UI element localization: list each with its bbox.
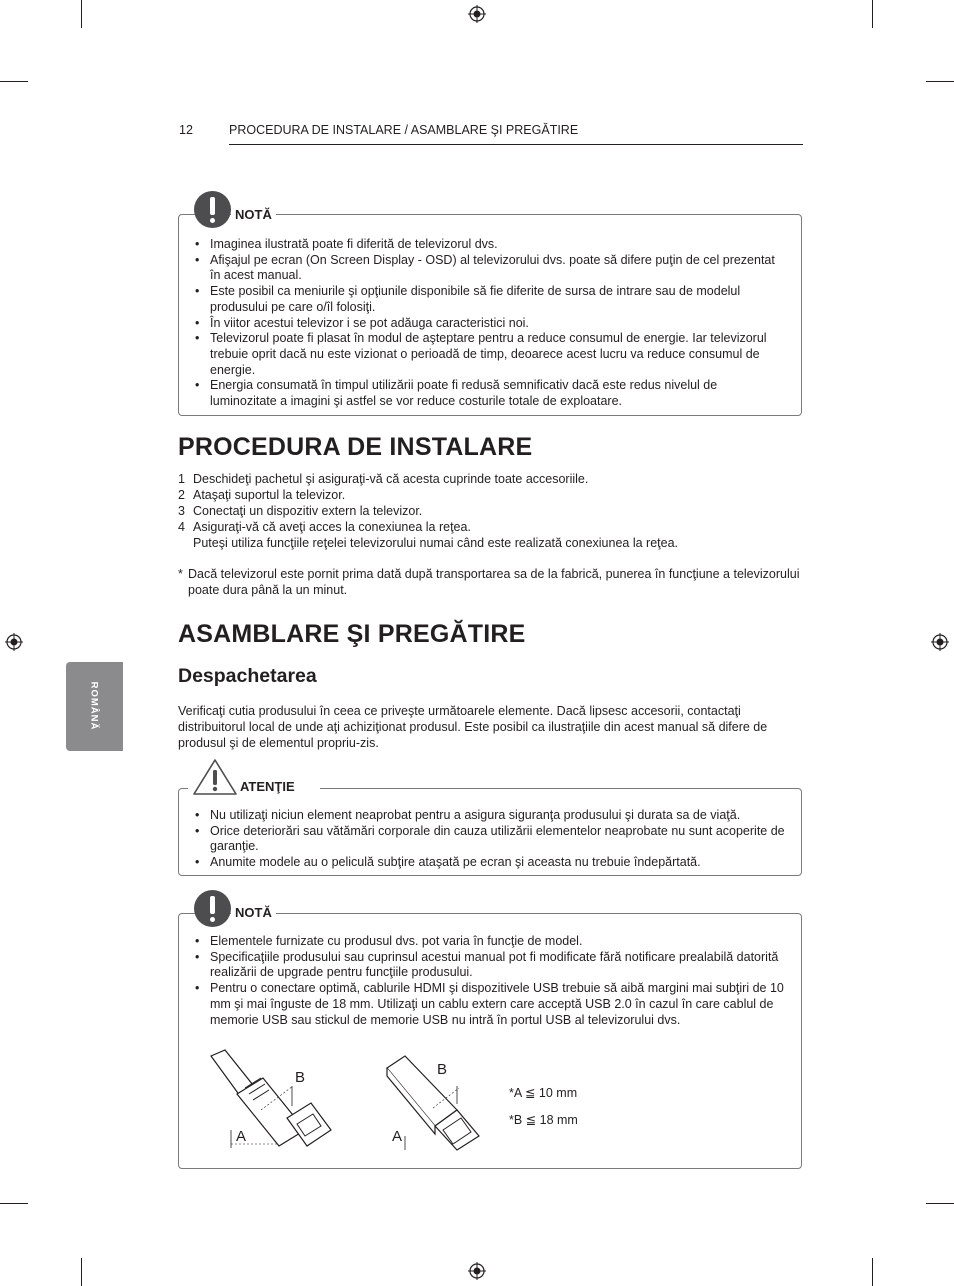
- note-list: [195, 934, 787, 1028]
- unpacking-subheading: Despachetarea: [178, 665, 317, 687]
- registration-mark-icon: [931, 633, 949, 651]
- crop-mark: [81, 1258, 82, 1286]
- install-heading: PROCEDURA DE INSTALARE: [178, 433, 533, 461]
- footnote-mark: *: [178, 567, 183, 581]
- exclamation-icon: [194, 191, 231, 228]
- step-text: Asiguraţi-vă că aveţi acces la conexiunea la reţea.: [193, 520, 471, 534]
- step-number: 4: [178, 520, 185, 534]
- crop-mark: [0, 81, 28, 82]
- hdmi-connector-illustration: [207, 1048, 342, 1152]
- language-side-tab: [66, 662, 123, 751]
- assembly-heading: ASAMBLARE ŞI PREGĂTIRE: [178, 620, 526, 648]
- step-item: [178, 487, 798, 503]
- install-footnote: [178, 566, 802, 598]
- footnote-text: Dacă televizorul este pornit prima dată după transportarea sa de la fabrică, punerea în funcţiune a televizorului poate dura până la un minut.: [188, 567, 800, 597]
- language-tab-label: ROMÂNĂ: [88, 681, 100, 731]
- dimension-label-b: B: [437, 1061, 448, 1078]
- running-title: PROCEDURA DE INSTALARE / ASAMBLARE ŞI PREGĂTIRE: [229, 123, 579, 137]
- caution-box: [178, 788, 802, 876]
- step-item: [178, 519, 798, 551]
- warning-triangle-icon: [192, 758, 238, 796]
- crop-mark: [872, 1258, 873, 1286]
- crop-mark: [926, 1203, 954, 1204]
- registration-mark-icon: [468, 5, 486, 23]
- step-text: Conectaţi un dispozitiv extern la televizor.: [193, 504, 423, 518]
- header-divider: [229, 144, 803, 145]
- crop-mark: [872, 0, 873, 28]
- registration-mark-icon: [468, 1262, 486, 1280]
- list-item: • Energia consumată în timpul utilizării poate fi redusă semnificativ dacă este redus nivelul de luminozitate a imagini şi astfel se vor reduce costurile totale de exploatare.: [195, 378, 787, 409]
- list-item: • Pentru o conectare optimă, cablurile HDMI şi dispozitivele USB trebuie să aibă margini mai subţiri de 10 mm şi mai înguste de 18 mm. Utilizaţi un cablu extern care acceptă USB 2.0 în cazul în care cablul de memorie USB sau stickul de memorie USB nu intră în portul USB al televizorului dvs.: [195, 981, 787, 1028]
- crop-mark: [0, 1203, 28, 1204]
- list-item: • Anumite modele au o peliculă subţire ataşată pe ecran şi aceasta nu trebuie îndepărtată.: [195, 855, 787, 871]
- note-label: NOTĂ: [231, 905, 276, 920]
- list-item: • Este posibil ca meniurile şi opţiunile disponibile să fie diferite de sursa de intrare sau de modelul produsului pe care o/îl folosiţi.: [195, 284, 787, 315]
- exclamation-icon: [194, 890, 231, 927]
- install-steps: [178, 471, 798, 551]
- step-extra-text: Puteşi utiliza funcţiile reţelei televizorului numai când este realizată conexiunea la reţea.: [193, 536, 678, 550]
- list-item: • Televizorul poate fi plasat în modul de aşteptare pentru a reduce consumul de energie. Iar televizorul trebuie oprit dacă nu este vizionat o perioadă de timp, deoarece acest lucru va reduce consumul de energie.: [195, 331, 787, 378]
- page-number: 12: [179, 123, 193, 137]
- step-number: 1: [178, 472, 185, 486]
- dimension-spec-a: *A ≦ 10 mm: [509, 1086, 578, 1100]
- unpacking-paragraph: Verificaţi cutia produsului în ceea ce priveşte următoarele elemente. Dacă lipsesc accesorii, contactaţi distribuitorul local de unde aţi achiziţionat produsul. Este posibil ca ilustraţiile din acest manual să difere de produsul şi de elementul propriu-zis.: [178, 704, 768, 750]
- list-item: • Specificaţiile produsului sau cuprinsul acestui manual pot fi modificate fără notificare prealabilă datorită realizării de upgrade pentru funcţiile produsului.: [195, 950, 787, 981]
- step-item: [178, 503, 798, 519]
- list-item: • Afişajul pe ecran (On Screen Display - OSD) al televizorului dvs. poate să difere puţin de cel prezentat în acest manual.: [195, 253, 787, 284]
- step-text: Ataşaţi suportul la televizor.: [193, 488, 346, 502]
- registration-mark-icon: [5, 633, 23, 651]
- crop-mark: [926, 81, 954, 82]
- list-item: • Nu utilizaţi niciun element neaprobat pentru a asigura siguranţa produsului şi durata sa de viaţă.: [195, 808, 787, 824]
- list-item: • Imaginea ilustrată poate fi diferită de televizorul dvs.: [195, 237, 787, 253]
- crop-mark: [81, 0, 82, 28]
- note-list: [195, 237, 787, 410]
- note-box: [178, 214, 802, 416]
- step-text: Deschideţi pachetul şi asiguraţi-vă că acesta cuprinde toate accesoriile.: [193, 472, 589, 486]
- note-box: [178, 913, 802, 1169]
- note-label: NOTĂ: [231, 207, 276, 222]
- list-item: • Orice deteriorări sau vătămări corporale din cauza utilizării elementelor neaprobate nu sunt acoperite de garanţie.: [195, 824, 787, 855]
- dimension-label-a: A: [392, 1128, 403, 1145]
- step-number: 2: [178, 488, 185, 502]
- caution-label: ATENŢIE: [240, 779, 295, 794]
- dimension-spec-b: *B ≦ 18 mm: [509, 1113, 578, 1127]
- dimension-label-b: B: [295, 1069, 306, 1086]
- caution-list: [195, 808, 787, 871]
- list-item: • Elementele furnizate cu produsul dvs. pot varia în funcţie de model.: [195, 934, 787, 950]
- step-item: [178, 471, 798, 487]
- step-number: 3: [178, 504, 185, 518]
- dimension-label-a: A: [236, 1128, 247, 1145]
- list-item: • În viitor acestui televizor i se pot adăuga caracteristici noi.: [195, 316, 787, 332]
